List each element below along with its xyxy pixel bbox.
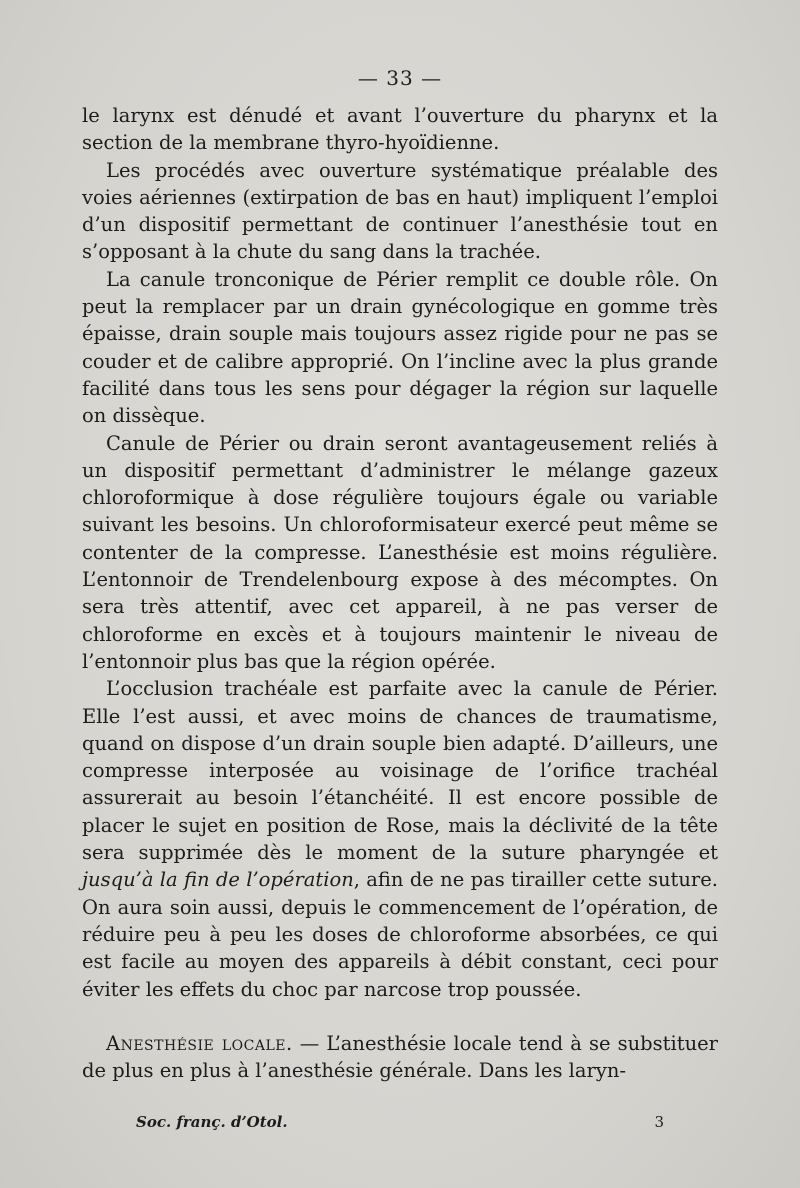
- paragraph-4: Canule de Périer ou drain seront avantageusement reliés à un dispositif permettant d’administrer le mélange gazeux chloroformique à dose régulière toujours égale ou variable suivant les besoins. Un chloroformisateur exercé peut même se contenter de la compresse. L’anesthésie est moins régulière. L’entonnoir de Trendelenbourg expose à des mécomptes. On sera très attentif, avec cet appareil, à ne pas verser de chloroforme en excès et à toujours maintenir le niveau de l’entonnoir plus bas que la région opérée.: [82, 431, 718, 673]
- footer-number: 3: [654, 1113, 664, 1131]
- paragraph-5-italic: jusqu’à la fin de l’opération: [82, 868, 354, 892]
- section-text: — L’anesthésie locale tend à se substituer de plus en plus à l’anesthésie générale. Dans les laryn-: [82, 1031, 718, 1083]
- paragraph-3: La canule tronconique de Périer remplit ce double rôle. On peut la remplacer par un drain gynécologique en gomme très épaisse, drain souple mais toujours assez rigide pour ne pas se couder et de calibre approprié. On l’incline avec la plus grande facilité dans tous les sens pour dégager la région sur laquelle on dissèque.: [82, 267, 718, 428]
- section-paragraph: [82, 1030, 718, 1085]
- paragraph-5-part-b: , afin de ne pas tirailler cette suture. On aura soin aussi, depuis le commencement de l’opération, de réduire peu à peu les doses de chloroforme absorbées, ce qui est facile au moyen des appareils à débit constant, ceci pour éviter les effets du choc par narcose trop poussée.: [82, 868, 718, 1001]
- page-number: — 33 —: [357, 66, 443, 90]
- footer: [136, 1113, 664, 1131]
- paragraph-5-part-a: L’occlusion trachéale est parfaite avec la canule de Périer. Elle l’est aussi, et avec moins de chances de traumatisme, quand on dispose d’un drain souple bien adapté. D’ailleurs, une compresse interposée au voisinage de l’orifice trachéal assurerait au besoin l’étanchéité. Il est encore possible de placer le sujet en position de Rose, mais la déclivité de la tête sera supprimée dès le moment de la suture pharyngée et: [82, 677, 718, 865]
- paragraph-2: Les procédés avec ouverture systématique préalable des voies aériennes (extirpation de bas en haut) impliquent l’emploi d’un dispositif permettant de continuer l’anesthésie tout en s’opposant à la chute du sang dans la trachée.: [82, 158, 718, 264]
- section-heading: Anesthésie locale.: [106, 1031, 293, 1055]
- footer-signature: Soc. franç. d’Otol.: [136, 1113, 288, 1131]
- body-text: [82, 102, 718, 1084]
- paragraph-1: le larynx est dénudé et avant l’ouverture du pharynx et la section de la membrane thyro-hyoïdienne.: [82, 104, 718, 155]
- paragraph-5: [82, 675, 718, 1003]
